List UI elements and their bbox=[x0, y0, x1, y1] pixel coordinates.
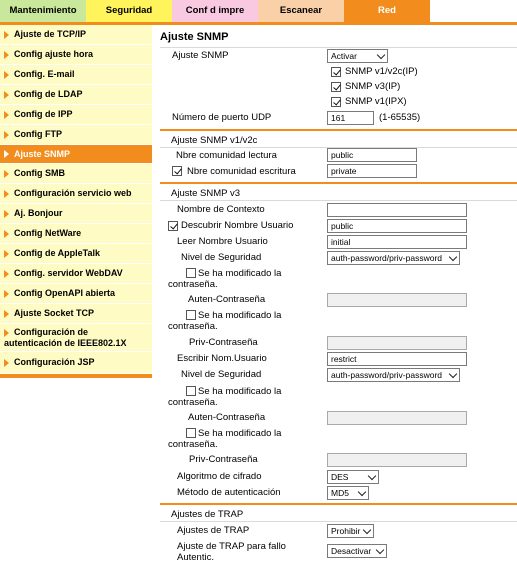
arrow-right-icon bbox=[4, 329, 9, 337]
section-divider bbox=[160, 182, 517, 184]
sidebar-item-netware[interactable] bbox=[0, 224, 152, 244]
select-value: Desactivar bbox=[331, 546, 372, 556]
snmp-setting-label: Ajuste SNMP bbox=[172, 50, 229, 61]
arrow-right-icon bbox=[4, 310, 9, 318]
sidebar-item-snmp[interactable] bbox=[0, 145, 152, 164]
snmp-v1v2c-label: SNMP v1/v2c(IP) bbox=[345, 66, 418, 77]
trap-auth-fail-label: Ajuste de TRAP para fallo bbox=[177, 541, 286, 552]
sidebar-item-label: Config de LDAP bbox=[14, 89, 83, 99]
security-level-label: Nivel de Seguridad bbox=[181, 252, 262, 263]
sidebar-list bbox=[0, 25, 152, 374]
sidebar-item-servicio-web[interactable] bbox=[0, 184, 152, 204]
sidebar-item-appletalk[interactable] bbox=[0, 244, 152, 264]
priv-pw-changed-checkbox-2[interactable] bbox=[186, 428, 196, 438]
sidebar-bottom-bar bbox=[0, 374, 152, 378]
section-title-trap: Ajustes de TRAP bbox=[171, 509, 244, 520]
priv-password-input[interactable] bbox=[327, 336, 467, 350]
tab-escanear[interactable]: Escanear bbox=[258, 0, 344, 22]
tab-seguridad[interactable]: Seguridad bbox=[86, 0, 172, 22]
context-name-input[interactable] bbox=[327, 203, 467, 217]
write-community-input[interactable]: private bbox=[327, 164, 417, 178]
arrow-right-icon bbox=[4, 91, 9, 99]
udp-port-input[interactable]: 161 bbox=[327, 111, 374, 125]
arrow-right-icon bbox=[4, 290, 9, 298]
read-community-input[interactable]: public bbox=[327, 148, 417, 162]
select-value: auth-password/priv-password bbox=[331, 370, 443, 380]
sidebar-item-label: Config de AppleTalk bbox=[14, 248, 101, 258]
top-tab-bar bbox=[0, 0, 517, 22]
snmp-v1v2c-checkbox[interactable] bbox=[331, 67, 341, 77]
sidebar-item-label: Config. servidor WebDAV bbox=[14, 268, 123, 278]
priv-password-label-2: Priv-Contraseña bbox=[189, 454, 258, 465]
udp-port-range: (1-65535) bbox=[379, 112, 421, 123]
arrow-right-icon bbox=[4, 359, 9, 367]
priv-password-label: Priv-Contraseña bbox=[189, 337, 258, 348]
select-value: MD5 bbox=[331, 488, 349, 498]
arrow-right-icon bbox=[4, 150, 9, 158]
sidebar-item-label: Configuración servicio web bbox=[14, 188, 132, 198]
section-divider bbox=[160, 129, 517, 131]
arrow-right-icon bbox=[4, 210, 9, 218]
read-user-input[interactable]: initial bbox=[327, 235, 467, 249]
arrow-right-icon bbox=[4, 71, 9, 79]
select-value: DES bbox=[331, 472, 349, 482]
arrow-right-icon bbox=[4, 250, 9, 258]
auth-pw-changed-label: Se ha modificado la bbox=[198, 268, 282, 279]
security-level-select-2[interactable] bbox=[327, 368, 460, 382]
auth-password-input-2[interactable] bbox=[327, 411, 467, 425]
auth-method-label: Método de autenticación bbox=[177, 487, 281, 498]
sidebar-item-label: Ajuste Socket TCP bbox=[14, 308, 95, 318]
chevron-down-icon bbox=[377, 51, 385, 59]
snmp-v1ipx-checkbox[interactable] bbox=[331, 97, 341, 107]
sidebar-item-label: Config de IPP bbox=[14, 109, 73, 119]
auth-pw-changed-checkbox[interactable] bbox=[186, 268, 196, 278]
trap-setting-select[interactable] bbox=[327, 524, 374, 538]
sidebar-item-ldap[interactable] bbox=[0, 85, 152, 105]
section-divider bbox=[160, 503, 517, 505]
priv-password-input-2[interactable] bbox=[327, 453, 467, 467]
auth-pw-changed-label: Se ha modificado la bbox=[198, 386, 282, 397]
sidebar-item-ieee8021x[interactable] bbox=[0, 324, 152, 352]
cipher-algorithm-label: Algoritmo de cifrado bbox=[177, 471, 262, 482]
auth-password-input[interactable] bbox=[327, 293, 467, 307]
sidebar-item-ftp[interactable] bbox=[0, 125, 152, 145]
discover-user-label: Descubrir Nombre Usuario bbox=[181, 220, 294, 231]
sidebar-item-label: Config. E-mail bbox=[14, 69, 75, 79]
write-user-label: Escribir Nom.Usuario bbox=[177, 353, 267, 364]
chevron-down-icon bbox=[449, 253, 457, 261]
priv-pw-changed-label: Se ha modificado la bbox=[198, 310, 282, 321]
write-community-checkbox[interactable] bbox=[172, 166, 182, 176]
select-value: auth-password/priv-password bbox=[331, 253, 443, 263]
snmp-v3-label: SNMP v3(IP) bbox=[345, 81, 401, 92]
snmp-enable-select[interactable] bbox=[327, 49, 388, 63]
title-divider bbox=[160, 47, 517, 48]
trap-setting-label: Ajustes de TRAP bbox=[177, 525, 250, 536]
auth-pw-changed-checkbox-2[interactable] bbox=[186, 386, 196, 396]
sidebar-item-email[interactable] bbox=[0, 65, 152, 85]
sidebar-item-label: Config ajuste hora bbox=[14, 49, 94, 59]
page-title: Ajuste SNMP bbox=[160, 31, 229, 43]
arrow-right-icon bbox=[4, 111, 9, 119]
tab-mantenimiento[interactable]: Mantenimiento bbox=[0, 0, 86, 22]
security-level-label-2: Nivel de Seguridad bbox=[181, 369, 262, 380]
tab-bar-filler bbox=[430, 0, 517, 22]
arrow-right-icon bbox=[4, 230, 9, 238]
sidebar-item-openapi[interactable] bbox=[0, 284, 152, 304]
context-name-label: Nombre de Contexto bbox=[177, 204, 265, 215]
sidebar-item-label: Config FTP bbox=[14, 129, 62, 139]
sidebar-item-ipp[interactable] bbox=[0, 105, 152, 125]
sidebar-item-label: Configuración de autenticación de IEEE802.1X bbox=[4, 326, 127, 348]
sidebar-item-label: Configuración JSP bbox=[14, 357, 95, 367]
select-value: Prohibir bbox=[331, 526, 361, 536]
priv-pw-changed-label-2: contraseña. bbox=[168, 321, 218, 332]
auth-pw-changed-label-2: contraseña. bbox=[168, 397, 218, 408]
discover-user-input[interactable]: public bbox=[327, 219, 467, 233]
write-community-label: Nbre comunidad escritura bbox=[187, 166, 296, 177]
security-level-select[interactable] bbox=[327, 251, 460, 265]
sidebar bbox=[0, 25, 152, 556]
tab-conf-impre[interactable]: Conf d impre bbox=[172, 0, 258, 22]
section-title-v3: Ajuste SNMP v3 bbox=[171, 188, 240, 199]
tab-red[interactable]: Red bbox=[344, 0, 430, 22]
arrow-right-icon bbox=[4, 170, 9, 178]
sidebar-item-label: Config OpenAPI abierta bbox=[14, 288, 116, 298]
sidebar-item-webdav[interactable] bbox=[0, 264, 152, 284]
auth-pw-changed-label-2: contraseña. bbox=[168, 279, 218, 290]
chevron-down-icon bbox=[376, 546, 384, 554]
arrow-right-icon bbox=[4, 131, 9, 139]
cipher-algorithm-select[interactable] bbox=[327, 470, 379, 484]
chevron-down-icon bbox=[363, 526, 371, 534]
sidebar-item-label: Ajuste de TCP/IP bbox=[14, 29, 87, 39]
sidebar-item-label: Config SMB bbox=[14, 168, 65, 178]
trap-auth-fail-label-2: Autentic. bbox=[177, 552, 214, 563]
arrow-right-icon bbox=[4, 270, 9, 278]
sidebar-item-smb[interactable] bbox=[0, 164, 152, 184]
priv-pw-changed-label-2: contraseña. bbox=[168, 439, 218, 450]
arrow-right-icon bbox=[4, 31, 9, 39]
chevron-down-icon bbox=[358, 488, 366, 496]
priv-pw-changed-label: Se ha modificado la bbox=[198, 428, 282, 439]
snmp-v1ipx-label: SNMP v1(IPX) bbox=[345, 96, 407, 107]
sidebar-item-label: Ajuste SNMP bbox=[14, 148, 71, 159]
chevron-down-icon bbox=[449, 370, 457, 378]
auth-method-select[interactable] bbox=[327, 486, 369, 500]
main-panel bbox=[160, 25, 517, 563]
sidebar-item-socket-tcp[interactable] bbox=[0, 304, 152, 324]
chevron-down-icon bbox=[368, 472, 376, 480]
snmp-v3-checkbox[interactable] bbox=[331, 82, 341, 92]
discover-user-checkbox[interactable] bbox=[168, 221, 178, 231]
auth-password-label: Auten-Contraseña bbox=[188, 294, 266, 305]
udp-port-label: Número de puerto UDP bbox=[172, 112, 272, 123]
select-value: Activar bbox=[331, 51, 357, 61]
subsection-divider bbox=[160, 521, 517, 522]
sidebar-item-label: Config NetWare bbox=[14, 228, 82, 238]
sidebar-item-label: Aj. Bonjour bbox=[14, 208, 63, 218]
sidebar-item-jsp[interactable] bbox=[0, 352, 152, 374]
write-user-input[interactable]: restrict bbox=[327, 352, 467, 366]
auth-password-label-2: Auten-Contraseña bbox=[188, 412, 266, 423]
subsection-divider bbox=[160, 200, 517, 201]
sidebar-item-hora[interactable] bbox=[0, 45, 152, 65]
arrow-right-icon bbox=[4, 51, 9, 59]
sidebar-item-tcpip[interactable] bbox=[0, 25, 152, 45]
read-user-label: Leer Nombre Usuario bbox=[177, 236, 268, 247]
section-title-v1v2c: Ajuste SNMP v1/v2c bbox=[171, 135, 258, 146]
read-community-label: Nbre comunidad lectura bbox=[176, 150, 277, 161]
arrow-right-icon bbox=[4, 190, 9, 198]
priv-pw-changed-checkbox[interactable] bbox=[186, 310, 196, 320]
trap-auth-fail-select[interactable] bbox=[327, 544, 387, 558]
sidebar-item-bonjour[interactable] bbox=[0, 204, 152, 224]
